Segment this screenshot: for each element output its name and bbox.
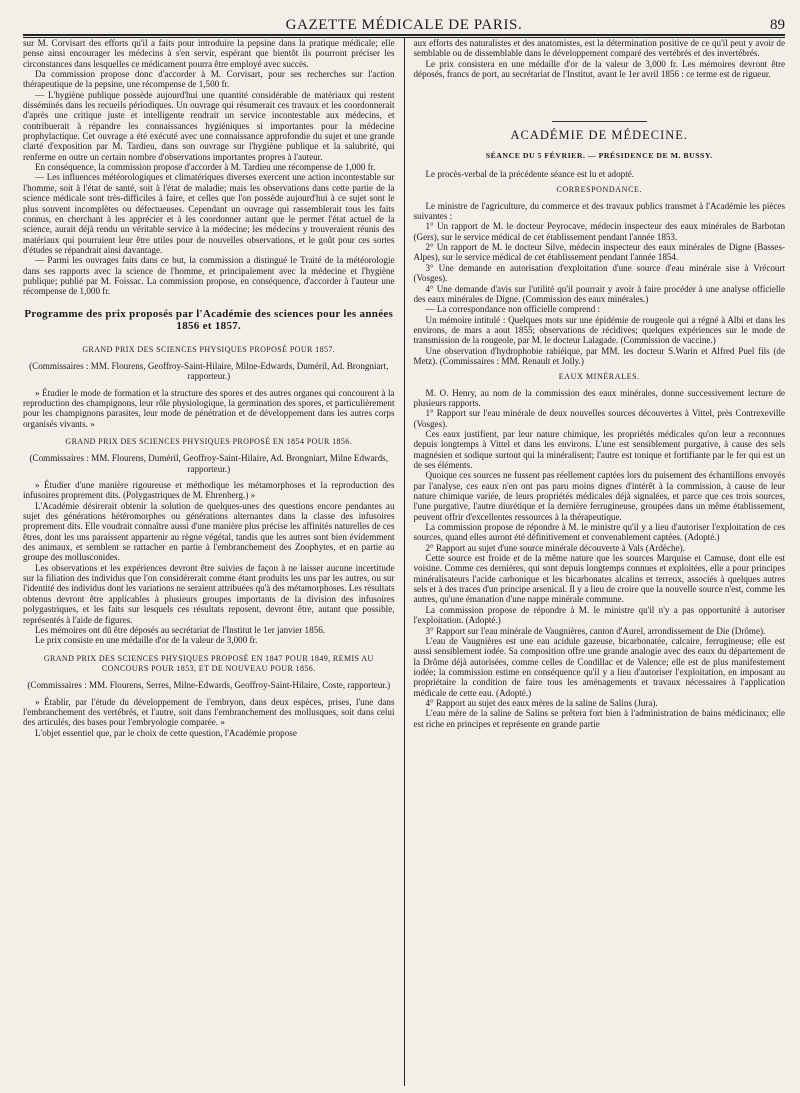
paragraph: Le prix consiste en une médaille d'or de la valeur de 3,000 fr. — [35, 635, 258, 646]
paragraph: — L'hygiène publique possède aujourd'hui une quantité considérable de matériaux qui restent disséminés dans les recueils périodiques. Un ouvrage qui résumerait ces travaux et les coordonnerait d'après une critique juste et intelligente rendrait un service incontestable aux médecins, et contribuerait à répandre les connaissances hygiéniques si importantes pour la médecine prophylactique. Cet ouvrage a été exécuté avec une connaissance approfondie du sujet et une grande clarté d'exposition par M. Tardieu, dans son ouvrage sur l'hygiène publique et la salubrité, qui renferme en outre un certain nombre d'observations importantes propres à l'auteur. — [23, 89, 395, 162]
subsection-heading: EAUX MINÉRALES. — [558, 372, 640, 382]
paragraph: 2° Un rapport de M. le docteur Silve, médecin inspecteur des eaux minérales de Digne (Basses-Alpes), sur le service médical de cet établissement pendant l'année 1854. — [413, 242, 786, 263]
prize-heading: GRAND PRIX DES SCIENCES PHYSIQUES PROPOSÉ POUR 1857. — [82, 344, 336, 354]
paragraph: sur M. Corvisart des efforts qu'il a faits pour introduire la pepsine dans la pratique médicale; elle pense ainsi encourager les médecins à s'en servir, espérant que bientôt ils pourront préciser les circonstances dans lesquelles ce médicament pourra être employé avec succès. — [23, 38, 395, 69]
paragraph: aux efforts des naturalistes et des anatomistes, est la détermination positive de ce qu'il peut y avoir de semblable ou de dissemblable dans le développement comparé des vertébrés et des invertébrés. — [413, 38, 786, 59]
paragraph: En conséquence, la commission propose d'accorder à M. Tardieu une récompense de 1,000 fr. — [35, 162, 376, 173]
paragraph: L'eau mère de la saline de Salins se prêtera fort bien à l'administration de bains médicinaux; elle est riche en principes et représente en grande partie — [413, 708, 786, 729]
prize-heading: GRAND PRIX DES SCIENCES PHYSIQUES PROPOSÉ EN 1854 POUR 1856. — [65, 437, 353, 446]
subsection-heading: CORRESPONDANCE. — [556, 185, 643, 195]
paragraph: — La correspondance non officielle comprend : — [425, 304, 601, 315]
paragraph: Les mémoires ont dû être déposés au secrétariat de l'Institut le 1er janvier 1856. — [35, 624, 326, 635]
commissioners: (Commissaires : MM. Flourens, Geoffroy-Saint-Hilaire, Milne-Edwards, Duméril, Ad. Brongniart, rapporteur.) — [29, 360, 389, 382]
page-header — [23, 12, 785, 36]
columns — [23, 37, 785, 1086]
paragraph: Une observation d'hydrophobie rabiéique, par MM. les docteur S.Warin et Alfred Puel fils (de Metz). (Commissaires : MM. Renault et Jolly.) — [413, 345, 786, 366]
paragraph: — Les influences météorologiques et climatériques diverses exercent une action incontestable sur l'homme, soit à l'état de santé, soit à l'état de maladie; mais les observations dans cette partie de la science médicale sont très-difficiles à faire, et celles que l'on possède aujourd'hui à ce sujet sont le plus souvent incomplètes ou défectueuses. Cependant un ouvrage qui rassemblerait tous les faits connus, en cherchant à les apprécier et à les coordonner autant que le permet l'état actuel de la science, aurait déjà rendu un véritable service à la médecine; les médecins y trouveraient réunis des matériaux qui pourraient leur être utiles pour de nouvelles observations, et le goût pour ces sortes d'études se répandrait ainsi davantage. — [23, 172, 395, 255]
paragraph: — Parmi les ouvrages faits dans ce but, la commission a distingué le Traité de la météorologie dans ses rapports avec la science de l'homme, et principalement avec la médecine et l'hygiène publique; publié par M. Foissac. La commission propose, en conséquence, d'accorder à l'auteur une récompense de 1,000 fr. — [23, 255, 395, 297]
paragraph: 3° Une demande en autorisation d'exploitation d'une source d'eau minérale sise à Vrécourt (Vosges). — [413, 262, 786, 284]
section-rule — [552, 121, 647, 122]
session-line: SÉANCE DU 5 FÉVRIER. — PRÉSIDENCE DE M. BUSSY. — [485, 150, 713, 160]
paragraph: La commission propose de répondre à M. le ministre qu'il y a lieu d'autoriser l'exploitation de ces sources, quand elles auront été définitivement et convenablement captées. (Adopté.) — [413, 522, 786, 543]
commissioners: (Commissaires : MM. Flourens, Duméril, Geoffroy-Saint-Hilaire, Ad. Brongniart, Milne Edwards, rapporteur.) — [29, 453, 388, 474]
paragraph: Le prix consistera en une médaille d'or de la valeur de 3,000 fr. Les mémoires devront être déposés, francs de port, au secrétariat de l'Institut, avant le 1er avril 1856 : ce terme est de rigueur. — [413, 58, 786, 80]
paragraph: Da commission propose donc d'accorder à M. Corvisart, pour ses recherches sur l'action thérapeutique de la pepsine, une récompense de 1,500 fr. — [23, 69, 395, 90]
paragraph: 1° Un rapport de M. le docteur Peyrocave, médecin inspecteur des eaux minérales de Barbotan (Gers), sur le service médical de cet établissement pendant l'année 1853. — [413, 221, 786, 242]
paragraph: La commission propose de répondre à M. le ministre qu'il n'y a pas opportunité à autoriser l'exploitation. (Adopté.) — [413, 604, 786, 626]
paragraph: Le procès-verbal de la précédente séance est lu et adopté. — [425, 169, 635, 180]
right-column — [405, 38, 786, 1086]
left-column — [23, 38, 404, 1086]
prize-heading: GRAND PRIX DES SCIENCES PHYSIQUES PROPOSÉ EN 1847 POUR 1849, REMIS AU CONCOURS POUR 1853, ET DE NOUVEAU POUR 1856. — [43, 653, 374, 673]
paragraph: L'eau de Vaugnières est une eau acidule gazeuse, bicarbonatée, calcaire, ferrugineuse; elle est aussi sensiblement iodée. Sa composition offre une grande analogie avec des eaux du département de la Drôme déjà autorisées, comme celles de Condillac et de Valence; elle est de plus manifestement iodée; la commission estime en conséquence qu'il y a lieu d'autoriser l'exploitation, en imposant au propriétaire la condition de faire tous les aménagements et travaux nécessaires à l'application médicale de cette eau. (Adopté.) — [413, 635, 786, 698]
paragraph: » Étudier le mode de formation et la structure des spores et des autres organes qui concourent à la reproduction des champignons, leur rôle physiologique, la germination des spores, et particulièrement pour les champignons parasites, leur mode de pénétration et de développement dans les autres corps organisés vivants. » — [23, 387, 395, 429]
programme-title: Programme des prix proposés par l'Académie des sciences pour les années 1856 et 1857. — [24, 307, 394, 333]
paragraph: Un mémoire intitulé : Quelques mots sur une épidémie de rougeole qui a régné à Albi et dans les environs, de mars a aout 1855; observations de récidives; quelques expériences sur le mode de transmission de la rougeole, par M. le docteur Lalagade. (Commission de vaccine.) — [413, 314, 786, 346]
paragraph: Quoique ces sources ne fussent pas réellement captées lors du puisement des échantillons envoyés par l'analyse, ces eaux n'en ont pas paru moins dignes d'intérêt à la commission, à cause de leur nature chimique variée, de leurs propriétés médicales déjà signalées, et parce que ces trois sources, l'une purgative, l'autre diurétique et la dernière ferrugineuse, groupées dans un même établissement, peuvent offrir d'excellentes ressources à la thérapeutique. — [413, 470, 786, 522]
paragraph: Cette source est froide et de la même nature que les sources Marquise et Camuse, dont elle est voisine. Comme ces dernières, qui sont depuis longtemps connues et exploitées, elle a pour principes minéralisateurs l'acide carbonique et les bicarbonates alcalins et terreux, associés à quelques autres sels et à des traces d'un principe arsenical. Il y a lieu de croire que la nouvelle source n'est, comme les autres, qu'une émanation d'une nappe minérale commune. — [413, 553, 786, 605]
paragraph: Le ministre de l'agriculture, du commerce et des travaux publics transmet à l'Académie les pièces suivantes : — [413, 200, 786, 222]
paragraph: 3° Rapport sur l'eau minérale de Vaugnières, canton d'Aurel, arrondissement de Die (Drôme). — [425, 625, 766, 636]
paragraph: L'objet essentiel que, par le choix de cette question, l'Académie propose — [35, 727, 297, 738]
page-number: 89 — [770, 17, 785, 33]
paragraph: » Établir, par l'étude du développement de l'embryon, dans deux espèces, prises, l'une dans l'embranchement des vertébrés, et l'autre, soit dans l'embranchement des mollusques, soit dans celui des articulés, des bases pour l'embryologie comparée. » — [23, 696, 395, 728]
paragraph: Ces eaux justifient, par leur nature chimique, les propriétés médicales qu'on leur a reconnues depuis longtemps à Vittel et dans les environs. L'une est sensiblement purgative, à cause des sels magnésien et sodique surtout qui la minéralisent; l'autre est tonique et fortifiante par le fer qui est un de ses éléments. — [413, 428, 786, 470]
paragraph: M. O. Henry, au nom de la commission des eaux minérales, donne successivement lecture de plusieurs rapports. — [413, 387, 786, 408]
paragraph: 1° Rapport sur l'eau minérale de deux nouvelles sources découvertes à Vittel, près Contrexeville (Vosges). — [413, 408, 786, 429]
commissioners: (Commissaires : MM. Flourens, Serres, Milne-Edwards, Geoffroy-Saint-Hilaire, Coste, rapporteur.) — [27, 680, 391, 691]
paragraph: L'Académie désirerait obtenir la solution de quelques-unes des questions encore pendantes au sujet des générations hétéromorphes ou générations alternantes dans la classe des infusoires proprement dits. Elle voudrait connaître aussi d'une manière plus précise les affinités naturelles de ces êtres, dont les uns paraissent appartenir au règne végétal, tandis que les autres sont bien évidemment des animaux, et semblent se rattacher en partie à l'embranchement des Zoophytes, et en partie au groupe des mollusconides. — [23, 500, 395, 563]
paragraph: 4° Rapport au sujet des eaux mères de la saline de Salins (Jura). — [425, 697, 658, 708]
paragraph: 2° Rapport au sujet d'une source minérale découverte à Vals (Ardèche). — [425, 542, 685, 553]
paragraph: Les observations et les expériences devront être suivies de façon à ne laisser aucune incertitude sur la filiation des individus que l'on considérerait comme étant produits les uns par les autres, ou sur l'identité des individus dont les variations ne seraient attribuées qu'à des métamorphoses. Les résultats obtenus devront être applicables à plusieurs groupes importants de la division des infusoires polygastriques, et les faits sur lesquels ces résultats reposent, devront être, autant que possible, représentés à l'aide de figures. — [23, 562, 395, 625]
section-title: ACADÉMIE DE MÉDECINE. — [510, 128, 689, 143]
journal-title: GAZETTE MÉDICALE DE PARIS. — [285, 17, 523, 33]
paragraph: 4° Une demande d'avis sur l'utilité qu'il pourrait y avoir à faire procéder à une analyse officielle des eaux minérales de Digne. (Commission des eaux minérales.) — [413, 283, 786, 304]
paragraph: » Étudier d'une manière rigoureuse et méthodique les métamorphoses et la reproduction des infusoires proprement dits. (Polygastriques de M. Ehrenberg.) » — [23, 480, 395, 501]
